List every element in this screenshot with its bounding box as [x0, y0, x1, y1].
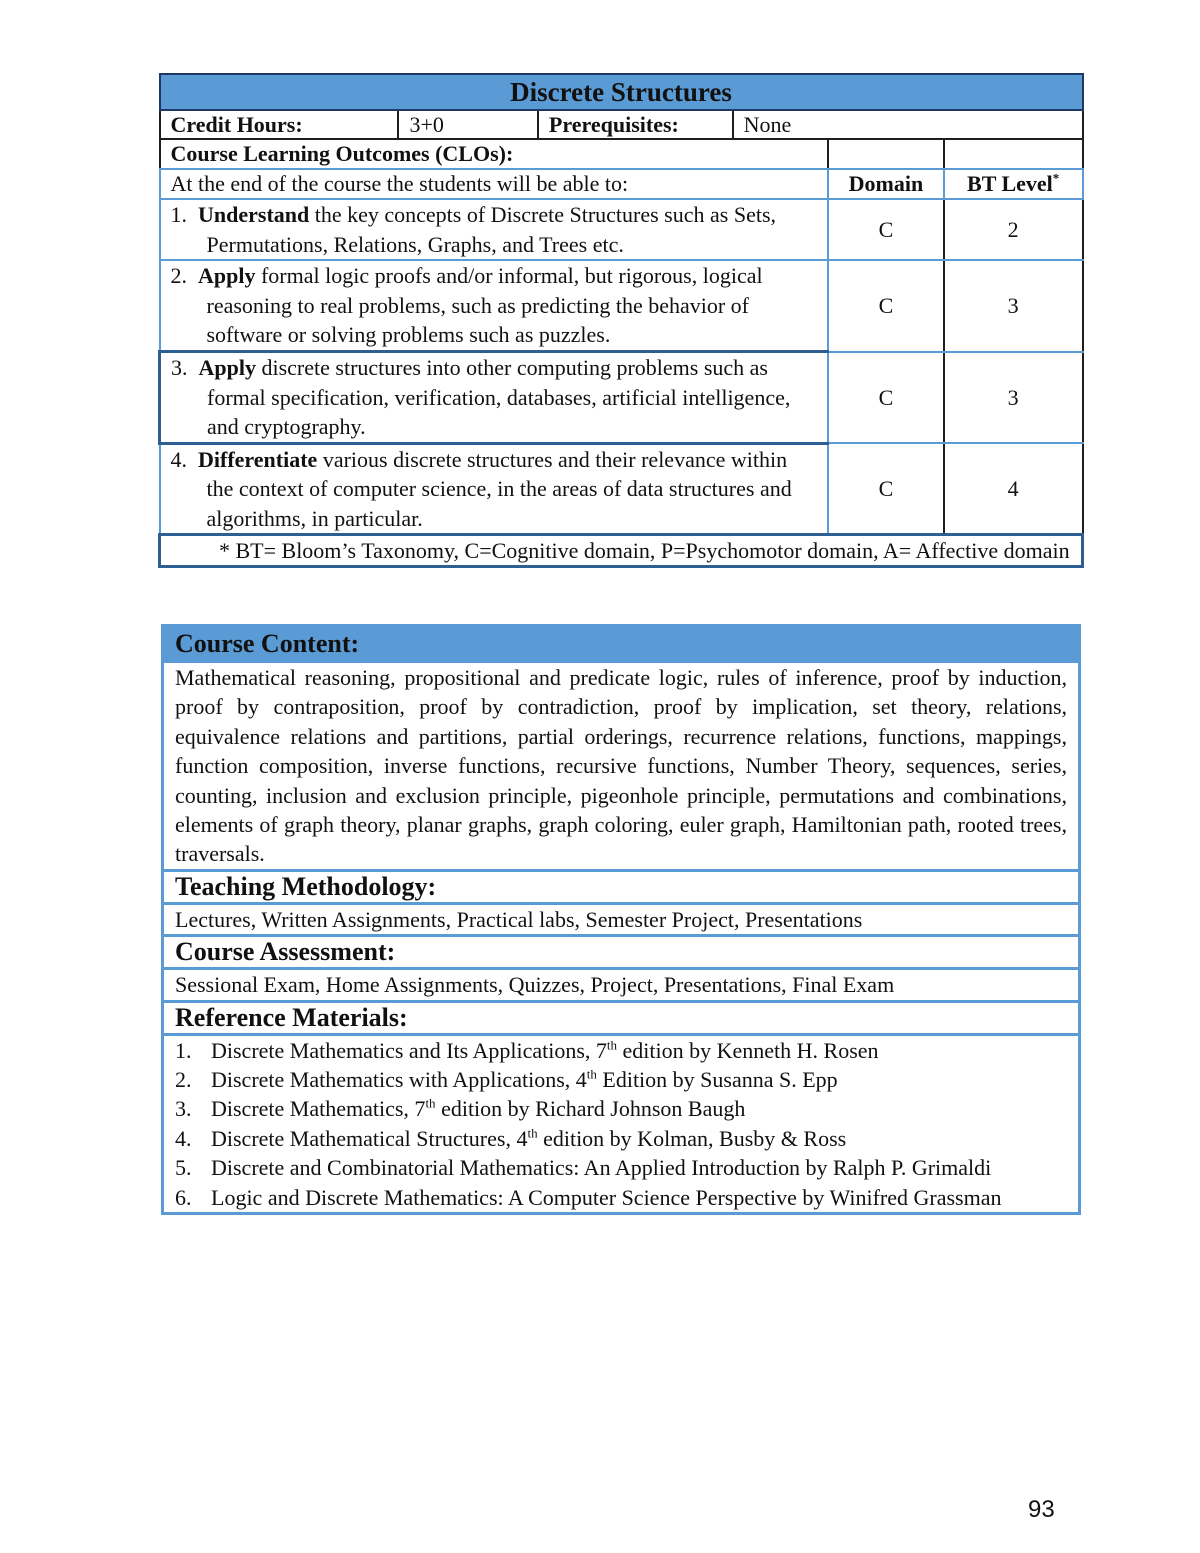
clo-heading-domain-blank — [828, 139, 944, 169]
clo-domain: C — [828, 199, 944, 260]
clo-table — [158, 73, 1084, 568]
clo-domain: C — [828, 443, 944, 535]
bt-footnote: * BT= Bloom’s Taxonomy, C=Cognitive domain, P=Psychomotor domain, A= Affective domain — [160, 535, 1083, 567]
course-assessment-heading: Course Assessment: — [163, 936, 1080, 969]
clo-intro: At the end of the course the students will be able to: — [160, 169, 828, 199]
course-title: Discrete Structures — [160, 74, 1083, 110]
prerequisites-label: Prerequisites: — [538, 110, 733, 139]
reference-list — [175, 1036, 1067, 1212]
teaching-methodology-text: Lectures, Written Assignments, Practical labs, Semester Project, Presentations — [163, 903, 1080, 935]
reference-materials-heading: Reference Materials: — [163, 1001, 1080, 1034]
page-number: 93 — [1028, 1496, 1055, 1523]
clo-bt-level: 2 — [944, 199, 1083, 260]
clo-row: 3. Apply discrete structures into other computing problems such as formal specification, verification, databases, artificial intelligence, and cryptography. C 3 — [160, 352, 1083, 444]
clo-bt-level: 3 — [944, 352, 1083, 444]
clo-heading: Course Learning Outcomes (CLOs): — [160, 139, 828, 169]
clo-domain: C — [828, 260, 944, 352]
reference-list-cell — [163, 1034, 1080, 1213]
list-item: 5. Discrete and Combinatorial Mathematics: An Applied Introduction by Ralph P. Grimaldi — [175, 1155, 992, 1181]
list-item: 2. Discrete Mathematics with Applications, 4th Edition by Susanna S. Epp — [175, 1066, 838, 1093]
list-item: 3. Discrete Mathematics, 7th edition by Richard Johnson Baugh — [175, 1096, 746, 1122]
clo-row: 2. Apply formal logic proofs and/or informal, but rigorous, logical reasoning to real problems, such as predicting the behavior of software or solving problems such as puzzles. C 3 — [160, 260, 1083, 352]
clo-row: 4. Differentiate various discrete structures and their relevance within the context of computer science, in the areas of data structures and algorithms, in particular. C 4 — [160, 443, 1083, 535]
teaching-methodology-heading: Teaching Methodology: — [163, 870, 1080, 903]
course-content-text: Mathematical reasoning, propositional and predicate logic, rules of inference, proof by induction, proof by contraposition, proof by contradiction, proof by implication, set theory, relations, equivalence relations and partitions, partial orderings, recurrence relations, functions, mappings, function composition, inverse functions, recursive functions, Number Theory, sequences, series, counting, inclusion and exclusion principle, pigeonhole principle, permutations and combinations, elements of graph theory, planar graphs, graph coloring, euler graph, Hamiltonian path, rooted trees, traversals. — [163, 662, 1080, 871]
clo-bt-level: 3 — [944, 260, 1083, 352]
course-details-table — [161, 624, 1081, 1215]
clo-domain: C — [828, 352, 944, 444]
list-item: 1. Discrete Mathematics and Its Applications, 7th edition by Kenneth H. Rosen — [175, 1037, 879, 1063]
credit-hours-label: Credit Hours: — [160, 110, 399, 139]
credit-hours-value: 3+0 — [398, 110, 537, 139]
course-assessment-text: Sessional Exam, Home Assignments, Quizzes, Project, Presentations, Final Exam — [163, 969, 1080, 1001]
clo-heading-bt-blank — [944, 139, 1083, 169]
domain-header: Domain — [828, 169, 944, 199]
clo-row: 1. Understand the key concepts of Discrete Structures such as Sets, Permutations, Relations, Graphs, and Trees etc. C 2 — [160, 199, 1083, 260]
course-content-heading: Course Content: — [163, 626, 1080, 662]
list-item: 4. Discrete Mathematical Structures, 4th edition by Kolman, Busby & Ross — [175, 1125, 847, 1151]
bt-level-header: BT Level* — [944, 169, 1083, 199]
list-item: 6. Logic and Discrete Mathematics: A Computer Science Perspective by Winifred Grassman — [175, 1184, 1002, 1210]
clo-bt-level: 4 — [944, 443, 1083, 535]
prerequisites-value: None — [733, 110, 1083, 139]
